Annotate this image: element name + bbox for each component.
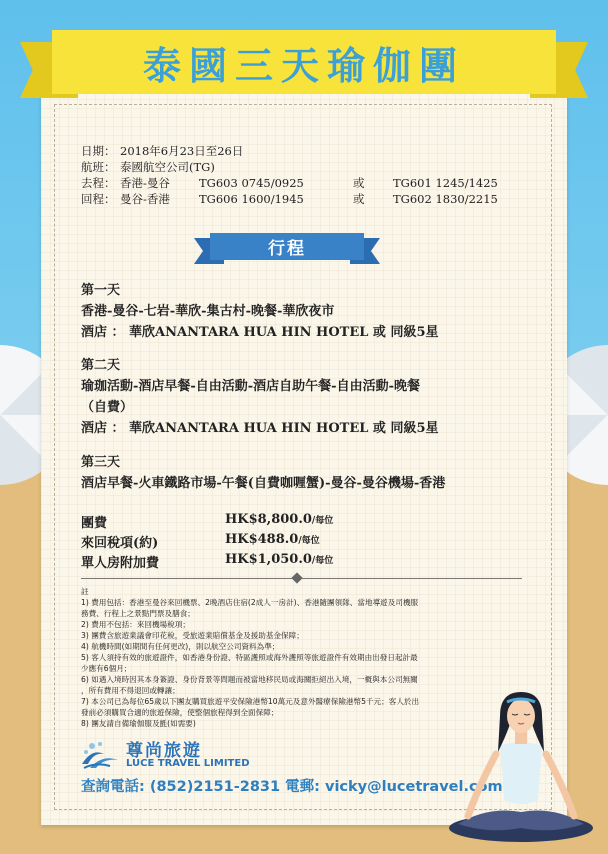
day-line: （自費）	[81, 400, 134, 415]
fee-value	[225, 512, 333, 527]
day-line: 香港-曼谷-七岩-華欣-集古村-晚餐-華欣夜市	[81, 304, 335, 319]
outbound-flight-1: TG603 0745/0925	[199, 176, 304, 190]
fee-label: 單人房附加費	[81, 556, 160, 571]
airline-label: 航班：	[81, 160, 116, 174]
fee-unit: /每位	[311, 556, 334, 566]
note-line: 3) 團費含旅遊業議會印花稅，受旅遊業賠償基金及援助基金保障；	[81, 631, 304, 640]
day-1	[81, 280, 439, 343]
section-heading: 行程	[210, 233, 364, 260]
or-label-2: 或	[353, 192, 365, 206]
return-flight-2: TG602 1830/2215	[393, 192, 498, 206]
return-label: 回程：	[81, 192, 116, 206]
fee-value	[225, 532, 320, 547]
company-name-cn: 尊尚旅遊	[126, 741, 202, 761]
return-flight-1: TG606 1600/1945	[199, 192, 304, 206]
note-line: ，所有費用不得退回或轉讓；	[81, 686, 180, 695]
fee-amount: HK$1,050.0	[225, 552, 312, 567]
page-title: 泰國三天瑜伽團	[142, 43, 465, 88]
company-logo	[80, 736, 300, 776]
note-line: 4) 航機時間(如期間有任何更改)，則以航空公司資料為準；	[81, 642, 280, 651]
fee-amount: HK$488.0	[225, 532, 299, 547]
note-line: 1) 費用包括：香港至曼谷來回機票、2晚酒店住宿(2成人一房計)、香港隨團領隊、當地導遊及司機服	[81, 598, 419, 607]
return-route: 曼谷-香港	[120, 192, 170, 206]
note-line: 2) 費用不包括：來回機場稅項；	[81, 620, 190, 629]
wave-logo-icon	[80, 738, 120, 770]
or-label-1: 或	[353, 176, 365, 190]
note-line: 5) 客人須持有效的旅遊證件，如香港身份證、特區護照或海外護照等旅遊證件有效期由出發日起計最	[81, 653, 418, 662]
day-line: 酒店 ： 華欣ANANTARA HUA HIN HOTEL 或 同級5星	[81, 325, 439, 340]
itinerary-section-tag	[194, 233, 380, 265]
company-name-en: LUCE TRAVEL LIMITED	[126, 758, 250, 769]
title-banner	[20, 30, 588, 112]
outbound-flight-2: TG601 1245/1425	[393, 176, 498, 190]
note-line: 註	[81, 587, 89, 596]
date-label: 日期：	[81, 144, 116, 158]
fee-amount: HK$8,800.0	[225, 512, 312, 527]
contact-info: 查詢電話: (852)2151-2831 電郵: vicky@lucetravel.com	[81, 779, 503, 795]
outbound-route: 香港-曼谷	[120, 176, 170, 190]
day-2	[81, 355, 439, 439]
yoga-woman-illustration	[448, 688, 594, 846]
fee-label: 團費	[81, 516, 108, 531]
fee-unit: /每位	[311, 516, 334, 526]
day-line: 酒店 ： 華欣ANANTARA HUA HIN HOTEL 或 同級5星	[81, 421, 439, 436]
note-line: 發前必須購買合適的旅遊保險，使整個旅程得到全面保障；	[81, 708, 279, 717]
airline-value: 泰國航空公司(TG)	[120, 160, 215, 174]
fee-label: 來回稅項(約)	[81, 536, 159, 551]
fee-unit: /每位	[298, 536, 320, 546]
note-line: 8) 團友請自備瑜伽服及氈(如需要)	[81, 719, 196, 728]
note-line: 少應有6個月；	[81, 664, 132, 673]
note-line: 6) 如遇入境時因其本身簽證、身份背景等問題而被當地移民局或海關拒絕出入境，一概與本公司無關	[81, 675, 418, 684]
banner-body	[52, 30, 556, 94]
note-line: 7) 本公司已為每位65歲以下團友購買旅遊平安保險港幣10萬元及意外醫療保險港幣5千元；客人於出	[81, 697, 420, 706]
notes-list	[81, 586, 511, 729]
day-title: 第二天	[81, 358, 121, 373]
note-line: 務費、行程上之景點門票及膳食；	[81, 609, 195, 618]
day-title: 第三天	[81, 455, 121, 470]
day-title: 第一天	[81, 283, 121, 298]
day-line: 瑜珈活動-酒店早餐-自由活動-酒店自助午餐-自由活動-晚餐	[81, 379, 420, 394]
outbound-label: 去程：	[81, 176, 116, 190]
day-3	[81, 452, 445, 494]
fee-value	[225, 552, 333, 567]
date-value: 2018年6月23日至26日	[120, 144, 244, 158]
day-line: 酒店早餐-火車鐵路市場-午餐(自費咖喱蟹)-曼谷-曼谷機場-香港	[81, 476, 446, 491]
